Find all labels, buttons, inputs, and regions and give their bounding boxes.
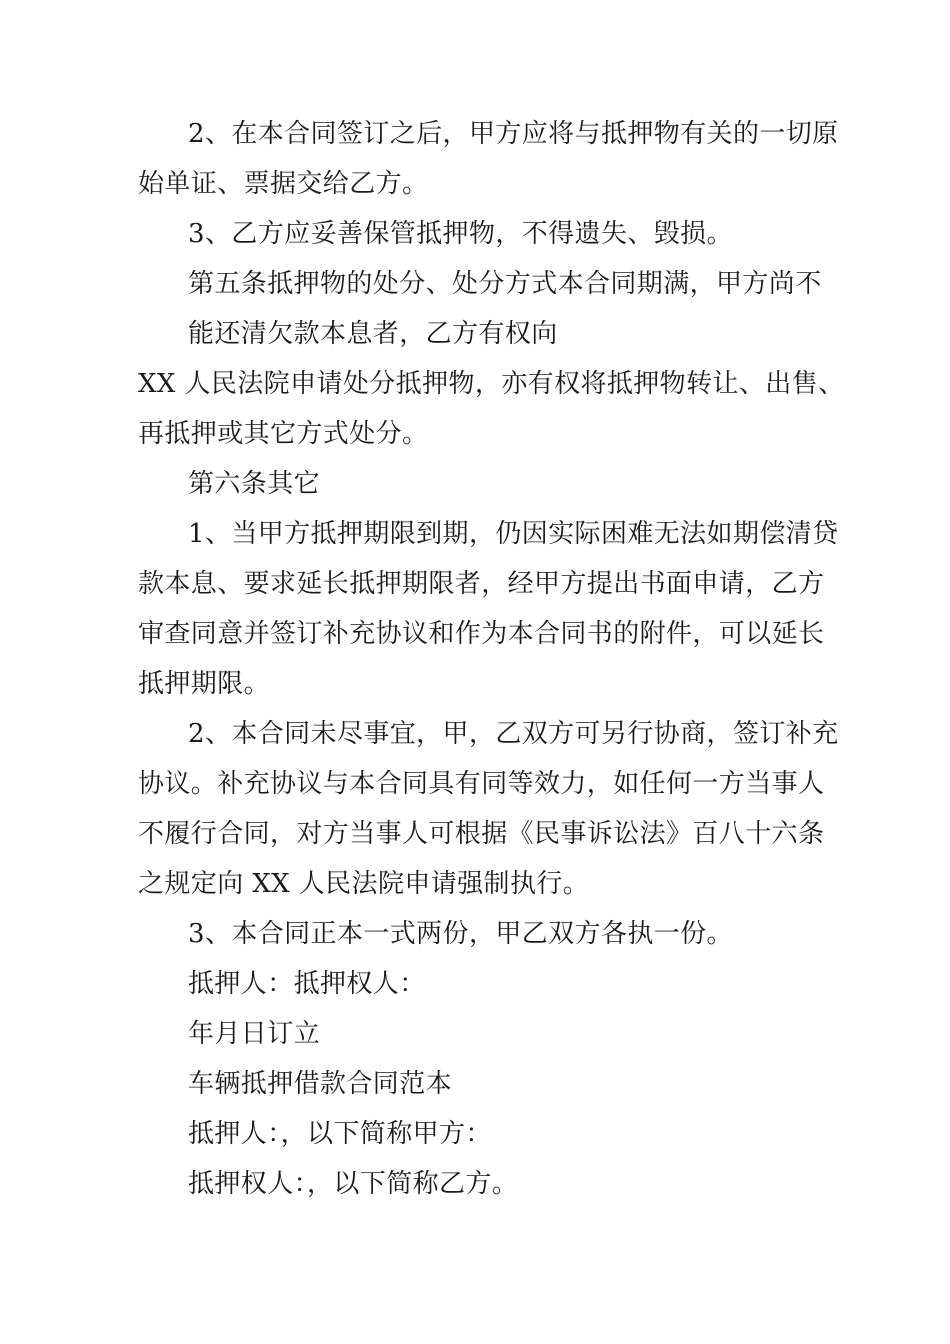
paragraph-line: 3、本合同正本一式两份，甲乙双方各执一份。 [188, 919, 733, 949]
section-heading: 第六条其它 [188, 469, 321, 499]
paragraph-line: 款本息、要求延长抵押期限者，经甲方提出书面申请，乙方 [138, 569, 825, 599]
paragraph-line: 1、当甲方抵押期限到期，仍因实际困难无法如期偿清贷 [188, 519, 839, 549]
paragraph-line: 能还清欠款本息者，乙方有权向 [188, 319, 558, 349]
paragraph-line: 3、乙方应妥善保管抵押物，不得遗失、毁损。 [188, 219, 733, 249]
paragraph-line: 之规定向 XX 人民法院申请强制执行。 [138, 869, 590, 899]
paragraph-line: 再抵押或其它方式处分。 [138, 419, 429, 449]
date-line: 年月日订立 [188, 1019, 321, 1049]
paragraph-line: 抵押期限。 [138, 669, 271, 699]
paragraph-line: 2、在本合同签订之后，甲方应将与抵押物有关的一切原 [188, 119, 839, 149]
paragraph-line: 协议。补充协议与本合同具有同等效力，如任何一方当事人 [138, 769, 825, 799]
paragraph-line: XX 人民法院申请处分抵押物，亦有权将抵押物转让、出售、 [138, 369, 845, 399]
signature-line: 抵押人：抵押权人： [188, 969, 426, 999]
paragraph-line: 审查同意并签订补充协议和作为本合同书的附件，可以延长 [138, 619, 825, 649]
paragraph-line: 第五条抵押物的处分、处分方式本合同期满，甲方尚不 [188, 269, 822, 299]
party-line: 抵押权人：，以下简称乙方。 [188, 1169, 519, 1199]
paragraph-line: 2、本合同未尽事宜，甲，乙双方可另行协商，签订补充 [188, 719, 839, 749]
party-line: 抵押人：，以下简称甲方： [188, 1119, 492, 1149]
paragraph-line: 不履行合同，对方当事人可根据《民事诉讼法》百八十六条 [138, 819, 825, 849]
paragraph-line: 始单证、票据交给乙方。 [138, 169, 429, 199]
document-title: 车辆抵押借款合同范本 [188, 1069, 453, 1099]
